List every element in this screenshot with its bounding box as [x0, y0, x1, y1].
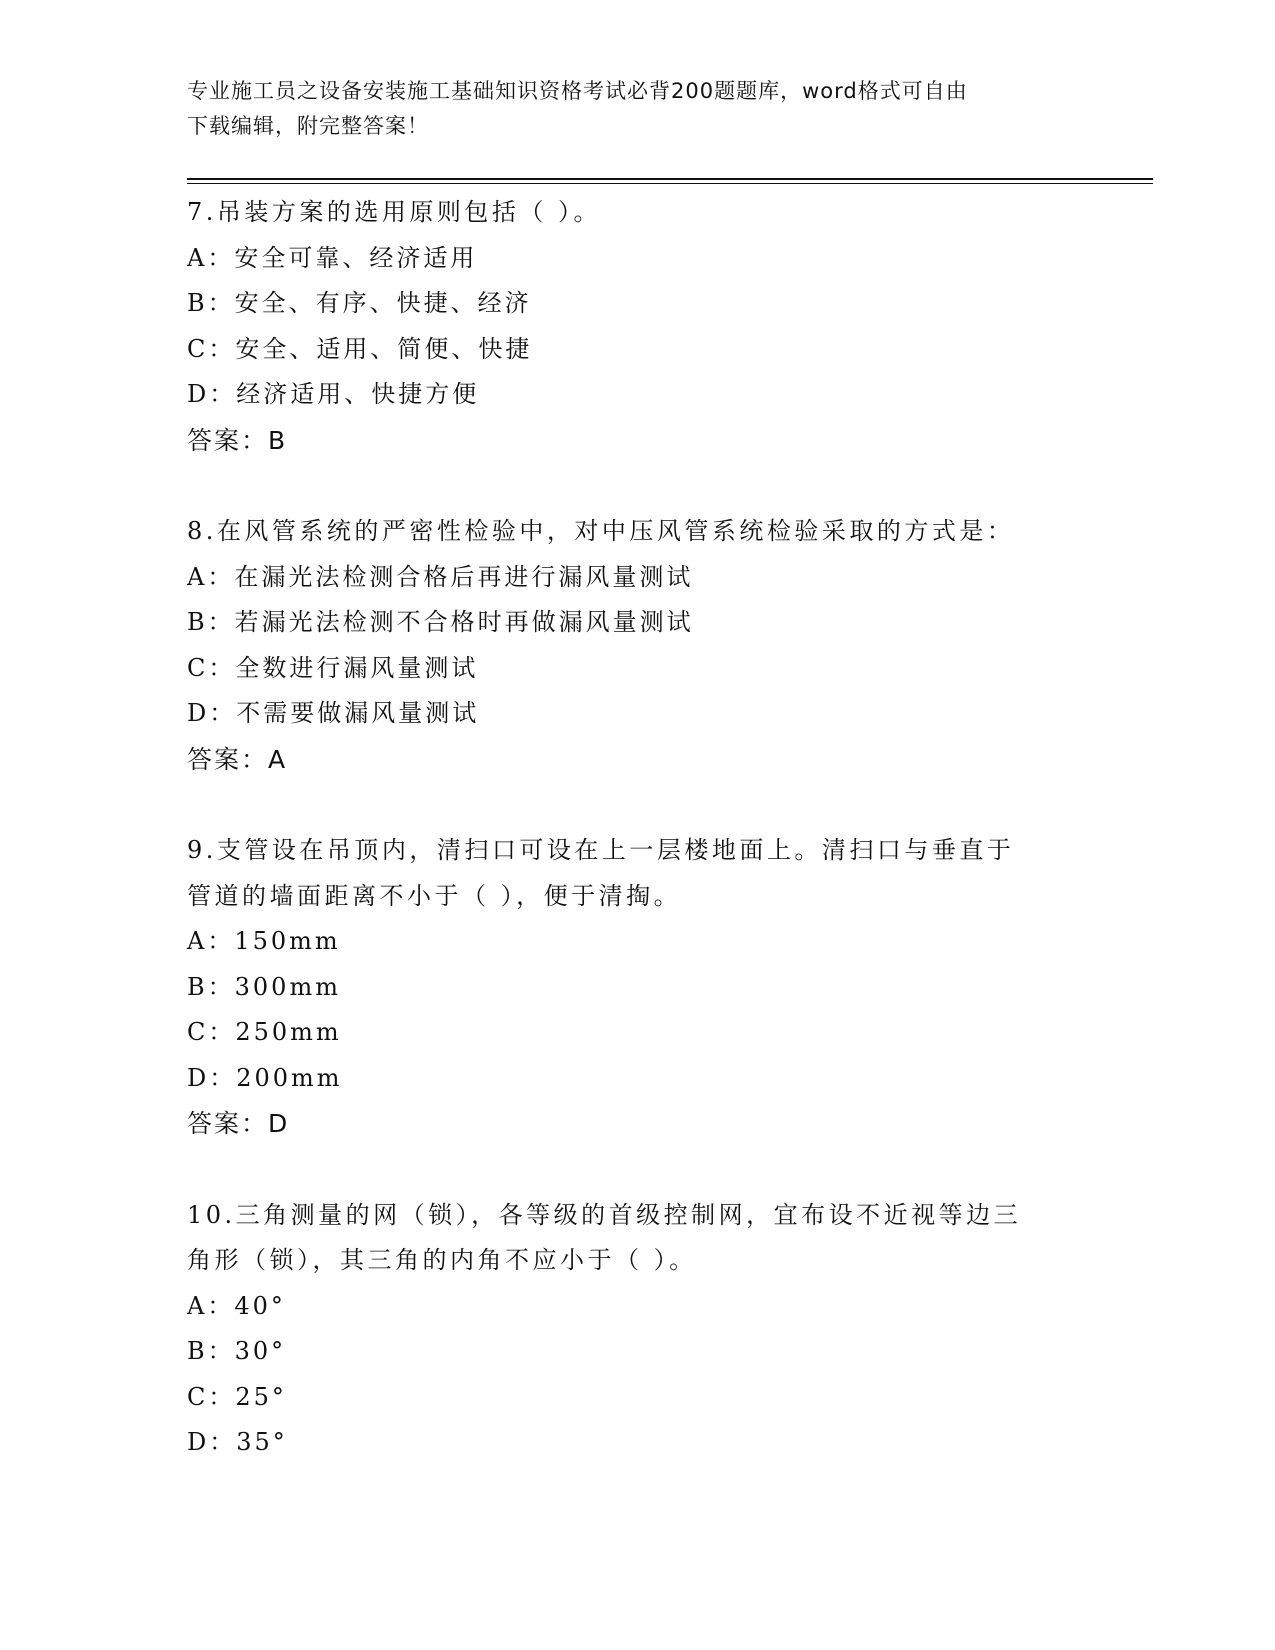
header-divider-thin: [187, 183, 1153, 184]
answer-text: 答案：D: [187, 1109, 290, 1138]
option-a: A：在漏光法检测合格后再进行漏风量测试: [187, 562, 694, 591]
option-b: B：30°: [187, 1337, 287, 1365]
option-c: C：安全、适用、简便、快捷: [187, 334, 533, 363]
option-b: B：安全、有序、快捷、经济: [187, 289, 532, 317]
header-divider-thick: [187, 178, 1153, 180]
question-text-line-1: 9.支管设在吊顶内，清扫口可设在上一层楼地面上。清扫口与垂直于: [187, 836, 1015, 864]
document-intro: [187, 74, 1067, 144]
question-8: [187, 509, 1087, 782]
option-c: C：25°: [187, 1382, 287, 1411]
option-a: A：安全可靠、经济适用: [187, 243, 478, 272]
option-d: D：不需要做漏风量测试: [187, 699, 480, 727]
intro-line-1: 专业施工员之设备安装施工基础知识资格考试必背200题题库，word格式可自由: [187, 79, 968, 103]
option-a: A：40°: [187, 1291, 286, 1320]
option-d: D：35°: [187, 1428, 288, 1456]
intro-line-2: 下载编辑，附完整答案！: [187, 114, 429, 138]
option-c: C：全数进行漏风量测试: [187, 653, 479, 682]
question-text-line-1: 10.三角测量的网（锁），各等级的首级控制网，宜布设不近视等边三: [187, 1200, 1022, 1229]
answer-text: 答案：A: [187, 744, 288, 774]
option-d: D：经济适用、快捷方便: [187, 380, 480, 408]
question-text-line-2: 管道的墙面距离不小于（ ），便于清掏。: [187, 881, 682, 910]
option-b: B：若漏光法检测不合格时再做漏风量测试: [187, 608, 694, 636]
option-d: D：200mm: [187, 1063, 343, 1092]
option-c: C：250mm: [187, 1018, 342, 1046]
answer-text: 答案：B: [187, 425, 288, 455]
question-9: [187, 828, 1087, 1147]
option-b: B：300mm: [187, 972, 341, 1001]
question-list: [187, 190, 1087, 1466]
question-10: [187, 1193, 1087, 1466]
question-text: 8.在风管系统的严密性检验中，对中压风管系统检验采取的方式是：: [187, 517, 1015, 545]
question-text: 7.吊装方案的选用原则包括（ ）。: [187, 198, 602, 226]
option-a: A：150mm: [187, 927, 341, 955]
question-7: [187, 190, 1087, 463]
question-text-line-2: 角形（锁），其三角的内角不应小于（ ）。: [187, 1246, 697, 1274]
